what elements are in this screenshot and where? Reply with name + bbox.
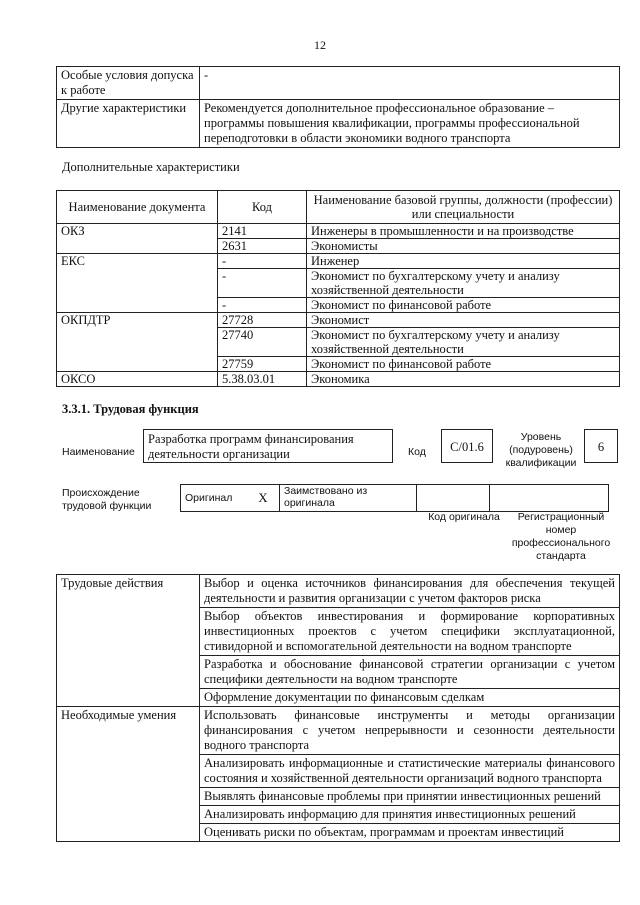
label-cell <box>57 755 200 788</box>
label-cell <box>57 806 200 824</box>
table-row <box>57 608 620 656</box>
action-cell: Выбор и оценка источников финансирования для обеспечения текущей деятельности и развития организации с учетом факторов риска <box>200 575 620 608</box>
skill-cell: Использовать финансовые инструменты и методы организации финансирования с учетом непрерывности и сезонности деятельности водного транспорта <box>200 707 620 755</box>
table-row <box>57 575 620 608</box>
table-row <box>57 67 620 100</box>
code-cell: 27740 <box>218 328 307 357</box>
table-row <box>57 224 620 239</box>
table-row <box>57 269 620 298</box>
code-cell: 27728 <box>218 313 307 328</box>
table-row <box>57 372 620 387</box>
header-code: Код <box>218 191 307 224</box>
label-cell <box>57 824 200 842</box>
group-cell: Инженеры в промышленности и на производстве <box>307 224 620 239</box>
code-cell: - <box>218 254 307 269</box>
table-row <box>57 357 620 372</box>
table-row <box>57 100 620 148</box>
skill-cell: Выявлять финансовые проблемы при принятии инвестиционных решений <box>200 788 620 806</box>
conditions-table <box>56 66 620 148</box>
table-row <box>57 689 620 707</box>
function-name: Разработка программ финансирования деятельности организации <box>143 429 393 463</box>
doc-cell <box>57 269 218 298</box>
group-cell: Экономика <box>307 372 620 387</box>
action-cell: Оформление документации по финансовым сделкам <box>200 689 620 707</box>
doc-cell: ЕКС <box>57 254 218 269</box>
borrowed-label: Заимствовано из оригинала <box>280 485 417 512</box>
table-row <box>57 788 620 806</box>
code-cell: 2141 <box>218 224 307 239</box>
row-value: Рекомендуется дополнительное профессиональное образование – программы повышения квалификации, программы профессиональной переподготовки в области экономики водного транспорта <box>200 100 620 148</box>
reg-number-cell <box>490 485 609 512</box>
section-title: 3.3.1. Трудовая функция <box>62 402 199 416</box>
page-number: 12 <box>314 38 326 52</box>
doc-cell: ОКСО <box>57 372 218 387</box>
doc-cell <box>57 328 218 357</box>
label-cell <box>57 656 200 689</box>
code-original-cell <box>417 485 490 512</box>
group-cell: Экономисты <box>307 239 620 254</box>
table-header-row <box>57 191 620 224</box>
group-cell: Экономист по бухгалтерскому учету и анализу хозяйственной деятельности <box>307 269 620 298</box>
skills-label: Необходимые умения <box>57 707 200 755</box>
skill-cell: Анализировать информацию для принятия инвестиционных решений <box>200 806 620 824</box>
code-cell: - <box>218 298 307 313</box>
code-cell: 5.38.03.01 <box>218 372 307 387</box>
label-cell <box>57 608 200 656</box>
group-cell: Экономист по бухгалтерскому учету и анализу хозяйственной деятельности <box>307 328 620 357</box>
table-row <box>181 485 609 512</box>
origin-table <box>180 484 609 512</box>
doc-cell <box>57 298 218 313</box>
doc-cell <box>57 239 218 254</box>
reg-number-label: Регистрационный номер профессионального стандарта <box>511 511 611 562</box>
row-label: Особые условия допуска к работе <box>57 67 200 100</box>
header-document: Наименование документа <box>57 191 218 224</box>
code-cell: 2631 <box>218 239 307 254</box>
labor-function-table <box>56 574 620 842</box>
skill-cell: Оценивать риски по объектам, программам и проектам инвестиций <box>200 824 620 842</box>
group-cell: Экономист по финансовой работе <box>307 357 620 372</box>
label-cell <box>57 689 200 707</box>
table-row <box>57 254 620 269</box>
doc-cell: ОКПДТР <box>57 313 218 328</box>
row-label: Другие характеристики <box>57 100 200 148</box>
group-cell: Экономист <box>307 313 620 328</box>
table-row <box>57 755 620 788</box>
table-row <box>57 806 620 824</box>
additional-characteristics-table <box>56 190 620 387</box>
origin-label: Происхождение трудовой функции <box>62 487 152 512</box>
skill-cell: Анализировать информационные и статистические материалы финансового состояния и хозяйственной деятельности организаций водного транспорта <box>200 755 620 788</box>
table-row <box>57 298 620 313</box>
original-mark: X <box>247 485 280 512</box>
action-cell: Выбор объектов инвестирования и формирование корпоративных инвестиционных проектов с учетом специфики эксплуатационной, стивидорной и вспомогательной деятельности на водном транспорте <box>200 608 620 656</box>
table-row <box>57 656 620 689</box>
row-value: - <box>200 67 620 100</box>
doc-cell <box>57 357 218 372</box>
function-code: С/01.6 <box>441 429 493 463</box>
group-cell: Инженер <box>307 254 620 269</box>
label-cell <box>57 788 200 806</box>
group-cell: Экономист по финансовой работе <box>307 298 620 313</box>
doc-cell: ОКЗ <box>57 224 218 239</box>
original-label: Оригинал <box>181 485 248 512</box>
table-row <box>57 707 620 755</box>
code-label: Код <box>408 446 426 458</box>
name-label: Наименование <box>62 446 135 458</box>
code-original-label: Код оригинала <box>428 511 500 523</box>
actions-label: Трудовые действия <box>57 575 200 608</box>
table-row <box>57 824 620 842</box>
action-cell: Разработка и обоснование финансовой стратегии организации с учетом специфики деятельности на водном транспорте <box>200 656 620 689</box>
header-group: Наименование базовой группы, должности (профессии) или специальности <box>307 191 620 224</box>
code-cell: 27759 <box>218 357 307 372</box>
function-level: 6 <box>584 429 618 463</box>
level-label: Уровень (подуровень) квалификации <box>505 431 577 469</box>
table-row <box>57 313 620 328</box>
table-row <box>57 328 620 357</box>
table-row <box>57 239 620 254</box>
additional-caption: Дополнительные характеристики <box>62 160 240 174</box>
code-cell: - <box>218 269 307 298</box>
